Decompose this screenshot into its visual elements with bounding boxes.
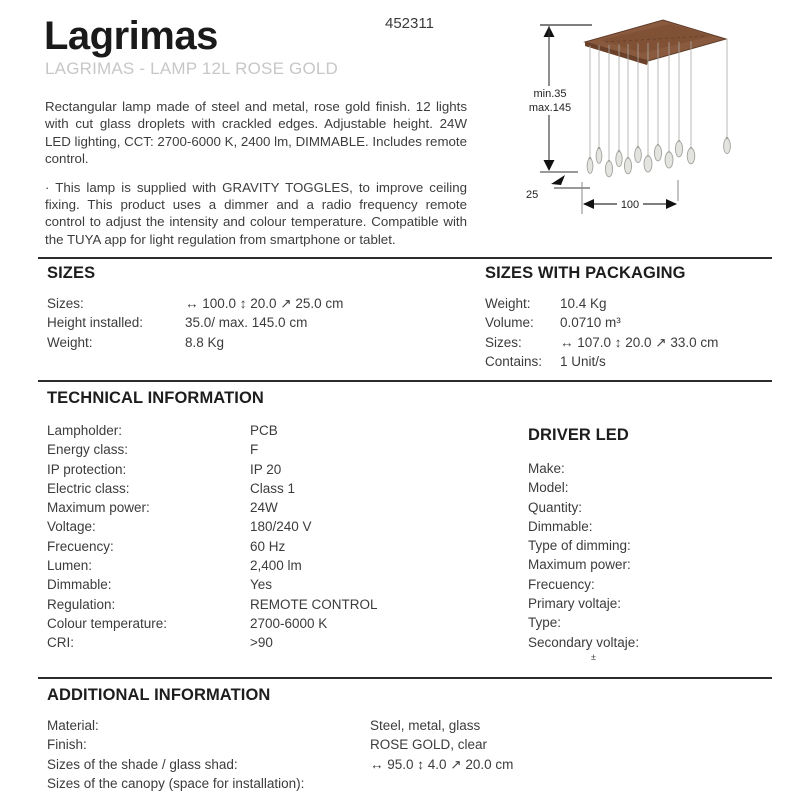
spec-label: Secondary voltaje: — [528, 634, 640, 650]
spec-label: Lampholder: — [47, 423, 123, 438]
section-sizes — [47, 264, 343, 352]
spec-label: Height installed: — [47, 315, 144, 331]
section-packaging-title: SIZES WITH PACKAGING — [485, 264, 686, 282]
spec-label: Frecuency: — [47, 538, 114, 554]
page-title: Lagrimas — [44, 14, 218, 58]
spec-value: 60 Hz — [250, 538, 286, 554]
spec-row — [528, 498, 639, 517]
spec-row — [47, 333, 343, 352]
spec-value: 2,400 lm — [250, 558, 302, 574]
spec-value: ROSE GOLD, clear — [370, 737, 488, 753]
spec-row — [47, 313, 343, 332]
spec-label: Sizes of the shade / glass shad: — [47, 756, 238, 772]
width-label: 100 — [620, 199, 640, 211]
spec-value: REMOTE CONTROL — [250, 596, 378, 612]
spec-row — [528, 555, 639, 574]
spec-value: IP 20 — [250, 461, 282, 477]
spec-row — [47, 595, 378, 614]
spec-row — [47, 716, 513, 735]
spec-label: Voltage: — [47, 519, 96, 535]
spec-row — [47, 460, 378, 479]
spec-row — [47, 633, 378, 652]
spec-label: Finish: — [47, 737, 87, 753]
height-min-label: min.35 — [533, 88, 567, 100]
spec-label: Model: — [528, 480, 569, 496]
spec-row — [528, 517, 639, 536]
spec-row — [485, 294, 718, 313]
spec-row — [47, 517, 378, 536]
spec-label: Electric class: — [47, 480, 130, 496]
spec-label: Dimmable: — [528, 518, 593, 534]
spec-row — [528, 478, 639, 497]
section-additional — [47, 686, 513, 793]
canopy-offset-dimension — [526, 172, 590, 201]
product-subtitle: LAGRIMAS - LAMP 12L ROSE GOLD — [45, 59, 339, 78]
spec-value: 35.0/ max. 145.0 cm — [185, 315, 308, 331]
spec-row — [47, 294, 343, 313]
spec-row — [528, 459, 639, 478]
spec-row — [47, 774, 513, 793]
spec-value: 1 Unit/s — [560, 353, 606, 369]
spec-row — [528, 536, 639, 555]
lamp-canopy — [585, 20, 726, 65]
description-paragraph-2: · This lamp is supplied with GRAVITY TOGGLES, to improve ceiling fixing. This product uses a dimmer and a radio frequency remote control to adjust the intensity and colour temperature. Compatible with the TUYA app for light regulation from smartphone or tablet. — [45, 179, 467, 247]
height-dimension — [526, 25, 592, 171]
spec-row — [47, 479, 378, 498]
spec-label: Material: — [47, 718, 99, 733]
height-max-label: max.145 — [528, 102, 572, 114]
product-description — [45, 98, 467, 259]
spec-label: IP protection: — [47, 461, 127, 477]
spec-label: Dimmable: — [47, 577, 112, 593]
spec-label: Volume: — [485, 315, 534, 331]
spec-label: Frecuency: — [528, 576, 595, 592]
canopy-offset-label: 25 — [526, 189, 539, 201]
section-driver-led — [528, 426, 639, 652]
spec-label: Make: — [528, 461, 565, 476]
section-technical-title: TECHNICAL INFORMATION — [47, 389, 264, 407]
spec-label: Regulation: — [47, 596, 116, 612]
spec-row — [47, 735, 513, 754]
spec-label: Primary voltaje: — [528, 596, 622, 612]
spec-row — [528, 633, 639, 652]
spec-value: ↔ 95.0 ↕ 4.0 ↗ 20.0 cm — [370, 756, 514, 772]
section-technical — [47, 389, 378, 653]
spec-value: F — [250, 442, 259, 458]
description-paragraph-1: Rectangular lamp made of steel and metal, rose gold finish. 12 lights with cut glass droplets with crackled edges. Adjustable height. 24W LED lighting, CCT: 2700-6000 K, 2400 lm, DIMMABLE. Includes remote control. — [45, 99, 468, 167]
spec-label: Weight: — [47, 334, 93, 350]
spec-row — [47, 614, 378, 633]
lamp-diagram — [520, 8, 780, 226]
spec-row — [528, 594, 639, 613]
spec-row — [47, 498, 378, 517]
spec-row — [47, 556, 378, 575]
spec-value: 180/240 V — [250, 519, 312, 535]
divider-top — [38, 257, 772, 259]
divider-bottom — [38, 677, 772, 679]
spec-value: ↔ 107.0 ↕ 20.0 ↗ 33.0 cm — [560, 334, 719, 350]
spec-label: Energy class: — [47, 442, 129, 458]
width-dimension — [582, 180, 678, 214]
section-sizes-title: SIZES — [47, 264, 96, 282]
product-code: 452311 — [385, 15, 434, 32]
section-packaging — [485, 264, 718, 371]
spec-row — [485, 313, 718, 332]
spec-row — [528, 613, 639, 632]
spec-row — [47, 421, 378, 440]
divider-middle — [38, 380, 772, 382]
spec-row — [47, 575, 378, 594]
spec-label: Lumen: — [47, 558, 93, 574]
spec-row — [485, 333, 718, 352]
spec-value: 2700-6000 K — [250, 615, 328, 631]
spec-label: Sizes: — [485, 334, 522, 350]
stray-mark: ± — [591, 652, 596, 662]
spec-value: Yes — [250, 577, 273, 593]
spec-row — [47, 755, 513, 774]
spec-row — [47, 440, 378, 459]
spec-row — [485, 352, 718, 371]
lamp-droplets — [587, 40, 730, 177]
spec-label: Maximum power: — [528, 557, 631, 573]
spec-row — [47, 537, 378, 556]
spec-value: 10.4 Kg — [560, 296, 607, 311]
spec-value: 0.0710 m³ — [560, 315, 621, 331]
spec-label: Sizes of the canopy (space for installation): — [47, 775, 305, 791]
section-additional-title: ADDITIONAL INFORMATION — [47, 686, 271, 704]
spec-label: Type of dimming: — [528, 538, 631, 554]
spec-value: Steel, metal, glass — [370, 718, 481, 733]
spec-value: >90 — [250, 635, 273, 651]
spec-row — [528, 575, 639, 594]
spec-value: Class 1 — [250, 480, 296, 496]
spec-label: Contains: — [485, 353, 543, 369]
spec-label: Colour temperature: — [47, 615, 168, 631]
spec-label: Maximum power: — [47, 500, 150, 516]
spec-label: Quantity: — [528, 499, 583, 515]
spec-value: 8.8 Kg — [185, 334, 225, 350]
spec-value: PCB — [250, 423, 278, 438]
spec-label: Weight: — [485, 296, 531, 311]
spec-label: CRI: — [47, 635, 74, 651]
spec-label: Type: — [528, 615, 562, 631]
spec-label: Sizes: — [47, 296, 84, 311]
spec-value: 24W — [250, 500, 278, 516]
spec-value: ↔ 100.0 ↕ 20.0 ↗ 25.0 cm — [185, 296, 344, 311]
section-driver-led-title: DRIVER LED — [528, 426, 629, 444]
